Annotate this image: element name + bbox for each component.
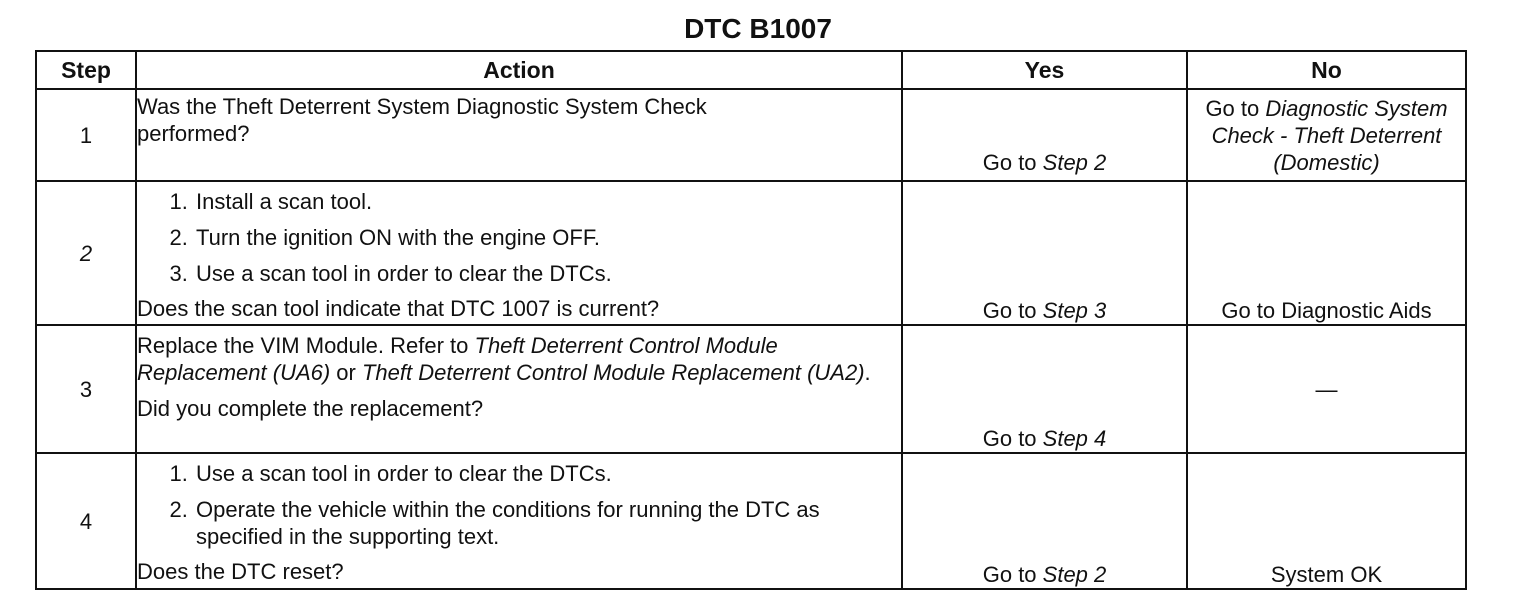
action-question: Does the DTC reset? xyxy=(137,559,344,584)
action-cell xyxy=(136,89,902,181)
yes-link: Step 4 xyxy=(1042,426,1107,451)
yes-prefix: Go to xyxy=(982,426,1043,451)
table-row-step-3 xyxy=(36,325,1466,453)
yes-link: Step 2 xyxy=(1042,150,1107,175)
table-row-step-2 xyxy=(36,181,1466,325)
yes-link: Step 3 xyxy=(1042,298,1107,323)
no-cell xyxy=(1187,453,1466,589)
dtc-table xyxy=(35,50,1467,590)
header-step: Step xyxy=(36,51,136,89)
action-step-list xyxy=(137,460,834,550)
action-cell xyxy=(136,325,902,453)
no-prefix: Go to xyxy=(1205,96,1266,121)
action-prefix: Replace the VIM Module. Refer to xyxy=(137,333,475,358)
yes-prefix: Go to xyxy=(982,150,1043,175)
no-text: System OK xyxy=(1270,562,1383,587)
list-item: 2. Operate the vehicle within the conditions for running the DTC as specified in the supporting text. xyxy=(194,496,834,550)
header-action: Action xyxy=(136,51,902,89)
header-no: No xyxy=(1187,51,1466,89)
yes-cell xyxy=(902,89,1187,181)
action-question: Did you complete the replacement? xyxy=(137,396,484,421)
no-cell xyxy=(1187,89,1466,181)
action-text xyxy=(137,332,901,386)
no-text: Go to Diagnostic Aids xyxy=(1221,298,1432,323)
list-item: 2. Turn the ignition ON with the engine OFF. xyxy=(194,224,901,251)
page-title: DTC B1007 xyxy=(684,13,832,44)
no-link: Diagnostic System Check - Theft Deterrent (Domestic) xyxy=(1211,96,1448,175)
action-mid: or xyxy=(330,360,362,385)
action-suffix: . xyxy=(864,360,871,385)
action-question: Does the scan tool indicate that DTC 1007 is current? xyxy=(137,296,660,321)
yes-prefix: Go to xyxy=(982,562,1043,587)
action-cell xyxy=(136,181,902,325)
table-header-row xyxy=(36,51,1466,89)
yes-cell xyxy=(902,453,1187,589)
step-number: 4 xyxy=(36,453,136,589)
list-item: 1. Use a scan tool in order to clear the DTCs. xyxy=(194,460,834,487)
step-number: 3 xyxy=(36,325,136,453)
no-cell xyxy=(1187,325,1466,453)
action-text: Was the Theft Deterrent System Diagnostic System Check performed? xyxy=(137,94,707,146)
yes-cell xyxy=(902,325,1187,453)
action-link-ua6: Theft Deterrent Control Module Replacement (UA6) xyxy=(137,333,778,385)
step-number: 2 xyxy=(36,181,136,325)
yes-prefix: Go to xyxy=(982,298,1043,323)
header-yes: Yes xyxy=(902,51,1187,89)
table-row-step-4 xyxy=(36,453,1466,589)
no-text: — xyxy=(1315,376,1338,402)
list-item: 1. Install a scan tool. xyxy=(194,188,901,215)
list-item: 3. Use a scan tool in order to clear the DTCs. xyxy=(194,260,901,287)
no-cell xyxy=(1187,181,1466,325)
yes-cell xyxy=(902,181,1187,325)
action-link-ua2: Theft Deterrent Control Module Replacement (UA2) xyxy=(361,360,865,385)
action-step-list xyxy=(137,188,901,287)
action-cell xyxy=(136,453,902,589)
step-number: 1 xyxy=(36,89,136,181)
table-row-step-1 xyxy=(36,89,1466,181)
yes-link: Step 2 xyxy=(1042,562,1107,587)
